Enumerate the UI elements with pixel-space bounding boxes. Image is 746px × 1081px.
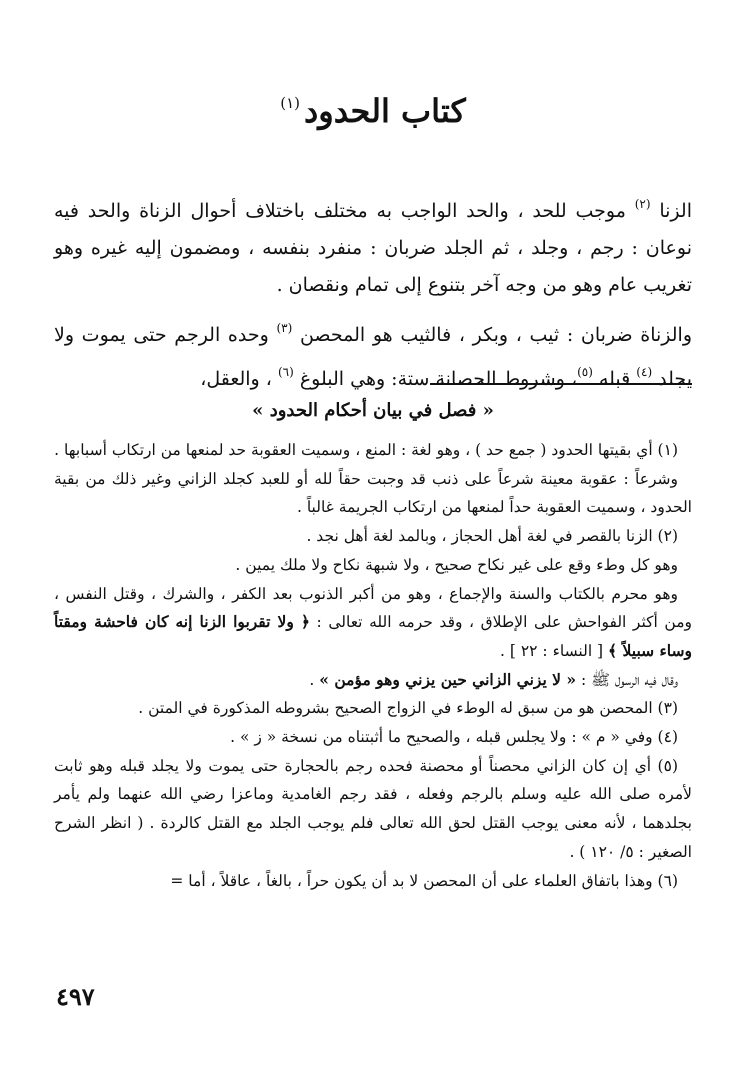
footnote — [54, 580, 692, 666]
footnote: (٥) أي إن كان الزاني محصناً أو محصنة فحده رجم بالحجارة حتى يموت ولا يجلد قبله وهو ثابت لأمره صلى الله عليه وسلم بالرجم وفعله ، فقد رجم الغامدية وماعزا رضي الله عنهما ولم يأمر بجلدهما ، لأنه معنى يوجب القتل لحق الله تعالى فلم يوجب الجلد مع القتل كالردة . ( انظر الشرح الصغير : ٥/ ١٢٠ ) . — [54, 756, 692, 861]
main-text-segment: ، والعقل، — [200, 368, 272, 390]
footnote-ref: (٤) — [636, 365, 653, 379]
footnote-text: . — [309, 670, 315, 689]
main-paragraph — [54, 186, 692, 304]
footnote: (٤) وفي « م » : ولا يجلس قبله ، والصحيح ما أثبتناه من نسخة « ز » . — [230, 728, 678, 747]
main-text-segment: وحده الرجم حتى يموت ولا يجلد — [54, 324, 692, 390]
main-text-segment: الزنا — [659, 200, 692, 222]
section-title: « فصل في بيان أحكام الحدود » — [252, 400, 494, 421]
main-text-segment: قبله — [598, 368, 631, 390]
footnote-text: وهو محرم بالكتاب والسنة والإجماع ، وهو من أكبر الذنوب بعد الكفر ، والشرك ، وقتل النفس ، ومن أكثر الفواحش على الإطلاق ، وقد حرمه الله تعالى : — [54, 584, 692, 632]
footnote-ref: (٢) — [634, 197, 651, 211]
footnote-ref: (٦) — [277, 365, 294, 379]
main-text — [54, 186, 692, 398]
footnote: (٢) الزنا بالقصر في لغة أهل الحجاز ، وبالمد لغة أهل نجد . — [306, 527, 678, 546]
main-text-segment: موجب للحد ، والحد الواجب به مختلف باختلاف أحوال الزناة والحد فيه نوعان : رجم ، وجلد ، ثم الجلد ضربان : منفرد بنفسه ، ومضمون إليه غيره وهو تغريب عام وهو من وجه آخر بتنوع إلى تمام ونقصان . — [54, 200, 692, 296]
hadith-quote: « لا يزني الزاني حين يزني وهو مؤمن » — [319, 669, 577, 689]
footnotes — [54, 436, 692, 895]
footnote-text: وقال فيه الرسول ﷺ : — [581, 670, 678, 689]
main-text-segment: والزناة ضربان : ثيب ، وبكر ، فالثيب هو المحصن — [299, 324, 693, 346]
footnote-ref: (١) — [280, 94, 301, 112]
footnote-ref: (٣) — [276, 321, 293, 335]
chapter-title-text: كتاب الحدود — [304, 92, 466, 130]
footnote: (٦) وهذا باتفاق العلماء على أن المحصن لا بد أن يكون حراً ، بالغاً ، عاقلاً ، أما = — [170, 871, 678, 890]
page-number: ٤٩٧ — [56, 982, 95, 1011]
footnote-divider — [430, 383, 692, 385]
chapter-title — [0, 92, 746, 130]
main-text-segment: ، وشروط الحصانة ستة: وهي البلوغ — [299, 368, 578, 390]
footnote-ref: (٥) — [577, 365, 593, 379]
footnote: (١) أي بقيتها الحدود ( جمع حد ) ، وهو لغة : المنع ، وسميت العقوبة حد لمنعها من ارتكاب أسبابها . — [54, 441, 678, 459]
footnote: (٣) المحصن هو من سبق له الوطء في الزواج الصحيح بشروطه المذكورة في المتن . — [138, 699, 678, 718]
footnote: وهو كل وطء وقع على غير نكاح صحيح ، ولا شبهة نكاح ولا ملك يمين . — [235, 555, 678, 574]
footnote: وشرعاً : عقوبة معينة شرعاً على ذنب قد وجبت حقاً لله أو للعبد كجلد الزاني وغير ذلك من بقية الحدود ، وسميت العقوبة حداً لمنعها من ارتكاب الجريمة غالباً . — [54, 469, 692, 517]
quran-verse: ﴿ ولا تقربوا الزنا إنه كان فاحشة ومقتاً وساء سبيلاً ﴾ — [54, 612, 692, 660]
verse-reference: [ النساء : ٢٢ ] . — [500, 641, 604, 660]
footnote — [54, 666, 692, 695]
